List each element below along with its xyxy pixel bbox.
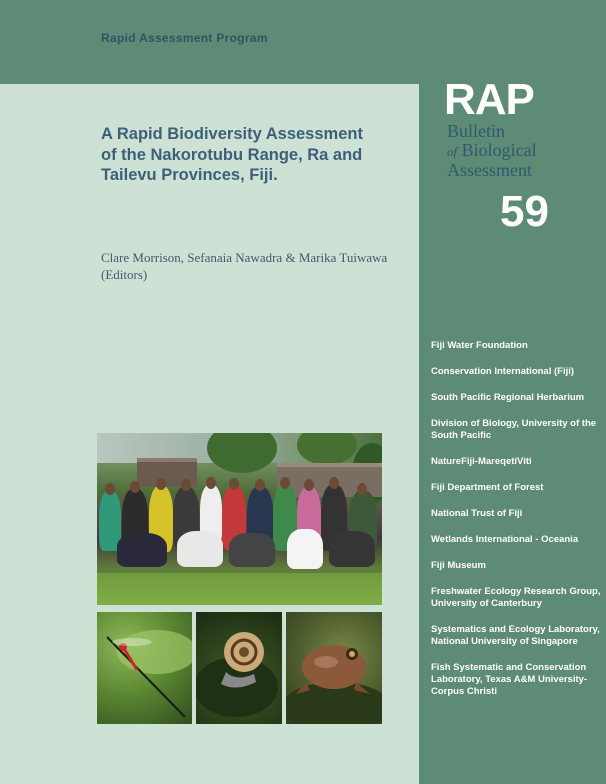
partner-item: Fiji Water Foundation bbox=[431, 340, 528, 351]
bulletin-number: 59 bbox=[500, 187, 549, 236]
partner-item: Wetlands International - Oceania bbox=[431, 534, 579, 545]
partner-item: National Trust of Fiji bbox=[431, 508, 523, 519]
damselfly-photo bbox=[97, 612, 192, 724]
frog-photo bbox=[286, 612, 382, 724]
report-title bbox=[101, 124, 401, 186]
of-word: of bbox=[447, 144, 458, 159]
partner-item: Freshwater Ecology Research Group, University of Canterbury bbox=[431, 586, 601, 609]
title-line-2: of the Nakorotubu Range, Ra and bbox=[101, 145, 363, 164]
snail-photo bbox=[196, 612, 282, 724]
partner-item: Systematics and Ecology Laboratory, National University of Singapore bbox=[431, 624, 600, 647]
title-line-1: A Rapid Biodiversity Assessment bbox=[101, 125, 363, 143]
program-label: Rapid Assessment Program bbox=[101, 31, 268, 45]
bulletin-word: Bulletin bbox=[447, 121, 505, 141]
partner-item: Division of Biology, University of the South Pacific bbox=[431, 418, 597, 441]
editor-role: (Editors) bbox=[101, 267, 148, 282]
assessment-word: Assessment bbox=[447, 160, 532, 180]
editor-names: Clare Morrison, Sefanaia Nawadra & Marika Tuiwawa bbox=[101, 250, 388, 265]
biological-word: Biological bbox=[461, 140, 537, 160]
partner-item: South Pacific Regional Herbarium bbox=[431, 392, 585, 403]
bulletin-title bbox=[447, 122, 537, 180]
top-band bbox=[0, 0, 606, 84]
group-photo bbox=[97, 433, 382, 605]
partner-item: Fish Systematic and Conservation Laboratory, Texas A&M University-Corpus Christi bbox=[431, 662, 588, 697]
partner-item: NatureFiji-MareqetiViti bbox=[431, 456, 532, 467]
rap-logo: RAP bbox=[444, 75, 534, 124]
partner-item: Fiji Department of Forest bbox=[431, 482, 544, 493]
partner-item: Conservation International (Fiji) bbox=[431, 366, 575, 377]
partner-list bbox=[431, 340, 601, 712]
partner-item: Fiji Museum bbox=[431, 560, 486, 571]
editors bbox=[101, 249, 416, 283]
title-line-3: Tailevu Provinces, Fiji. bbox=[101, 166, 278, 184]
